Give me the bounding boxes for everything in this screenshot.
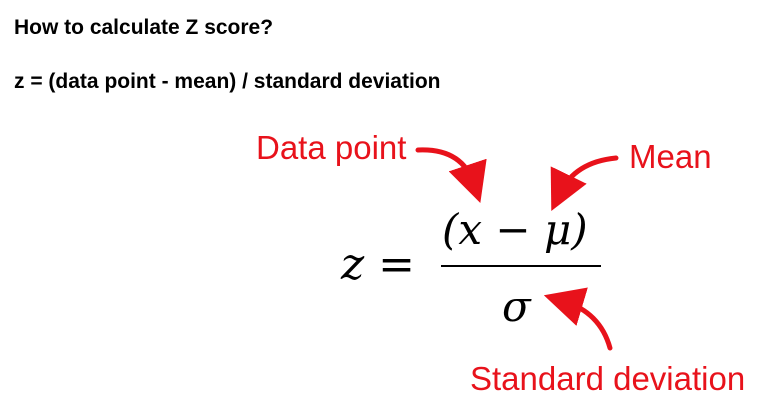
denominator: σ xyxy=(502,282,531,331)
formula-text: z = (data point - mean) / standard deviation xyxy=(14,70,441,93)
data-point-label: Data point xyxy=(256,129,407,166)
question-heading: How to calculate Z score? xyxy=(14,16,274,39)
mean-label: Mean xyxy=(629,138,712,175)
standard-deviation-label: Standard deviation xyxy=(470,360,746,397)
z-equals: z = xyxy=(341,239,416,290)
data-point-arrow xyxy=(418,150,474,184)
mean-arrow xyxy=(560,158,616,193)
numerator: (x − μ) xyxy=(442,205,588,254)
standard-deviation-arrow xyxy=(563,301,610,348)
